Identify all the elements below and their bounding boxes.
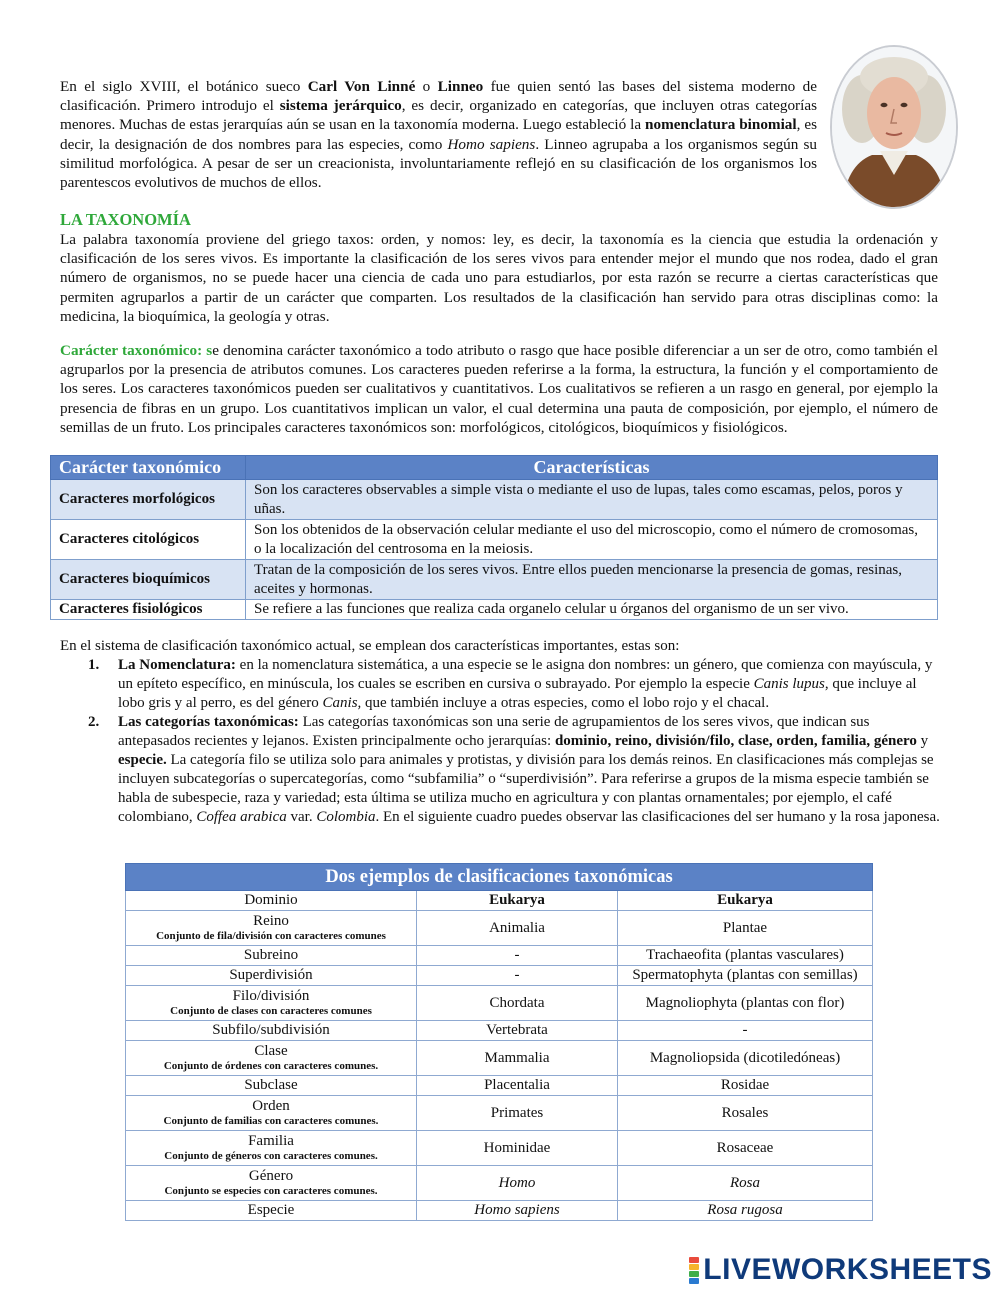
caracteristicas-list xyxy=(60,656,940,827)
row-key: Caracteres citológicos xyxy=(51,520,246,560)
human-value: Mammalia xyxy=(417,1041,618,1076)
row-value: Se refiere a las funciones que realiza cada organelo celular u órganos del organismo de un ser vivo. xyxy=(246,600,938,620)
liveworksheets-logo xyxy=(689,1254,992,1286)
human-value: Chordata xyxy=(417,986,618,1021)
category-cell xyxy=(126,1201,417,1221)
item-number: 2. xyxy=(88,714,100,730)
category-name: Subclase xyxy=(244,1077,298,1093)
category-description: Conjunto de fila/división con caracteres comunes xyxy=(156,930,386,942)
category-cell xyxy=(126,891,417,911)
table-row xyxy=(51,520,938,560)
table-row xyxy=(126,1021,873,1041)
rose-value: Eukarya xyxy=(618,891,873,911)
category-description: Conjunto de clases con caracteres comunes xyxy=(170,1005,372,1017)
rose-value: Rosa xyxy=(618,1166,873,1201)
category-name: Especie xyxy=(247,1202,295,1218)
rose-value: Rosidae xyxy=(618,1076,873,1096)
category-name: Familia xyxy=(248,1133,294,1149)
category-description: Conjunto se especies con caracteres comunes. xyxy=(164,1185,378,1197)
row-value: Tratan de la composición de los seres vivos. Entre ellos pueden mencionarse la presencia de gomas, resinas, aceites y hormonas. xyxy=(246,560,938,600)
category-name: Orden xyxy=(252,1098,290,1114)
human-value: Animalia xyxy=(417,911,618,946)
logo-text: LIVEWORKSHEETS xyxy=(703,1253,992,1286)
human-value: Vertebrata xyxy=(417,1021,618,1041)
taxonomia-heading: LA TAXONOMÍA xyxy=(60,210,191,229)
category-name: Filo/división xyxy=(232,988,310,1004)
table-row xyxy=(126,1096,873,1131)
category-name: Género xyxy=(248,1168,294,1184)
category-cell xyxy=(126,1041,417,1076)
table-row xyxy=(126,1201,873,1221)
human-value: Placentalia xyxy=(417,1076,618,1096)
category-cell xyxy=(126,1021,417,1041)
rose-value: Rosa rugosa xyxy=(618,1201,873,1221)
table-row xyxy=(126,1041,873,1076)
table-row xyxy=(126,1131,873,1166)
rose-value: Magnoliophyta (plantas con flor) xyxy=(618,986,873,1021)
category-name: Superdivisión xyxy=(229,967,313,983)
category-cell xyxy=(126,1166,417,1201)
linnaeus-portrait xyxy=(830,45,958,209)
table-row xyxy=(126,911,873,946)
rose-value: Trachaeofita (plantas vasculares) xyxy=(618,946,873,966)
human-value: Homo sapiens xyxy=(417,1201,618,1221)
rose-value: Rosaceae xyxy=(618,1131,873,1166)
clasificaciones-title: Dos ejemplos de clasificaciones taxonómicas xyxy=(126,864,873,891)
category-description: Conjunto de familias con caracteres comunes. xyxy=(163,1115,379,1127)
header-caracter: Carácter taxonómico xyxy=(51,456,246,480)
rose-value: Magnoliopsida (dicotiledóneas) xyxy=(618,1041,873,1076)
list-item: 1. La Nomenclatura: en la nomenclatura sistemática, a una especie se le asigna don nombres: un género, que comienza con mayúscula, y un epíteto específico, en minúscula, los cuales se escriben en cursiva o subrayado. Por ejemplo la especie Canis lupus, que incluye al lobo gris y al perro, es del género Canis, que también incluye a otras especies, como el lobo rojo y el chacal. xyxy=(88,657,933,711)
table-row xyxy=(51,560,938,600)
human-value: Eukarya xyxy=(417,891,618,911)
item-number: 1. xyxy=(88,657,100,673)
row-value: Son los caracteres observables a simple vista o mediante el uso de lupas, tales como escamas, pelos, poros y uñas. xyxy=(246,480,938,520)
rose-value: - xyxy=(618,1021,873,1041)
table-row xyxy=(126,966,873,986)
caracter-paragraph: Carácter taxonómico: se denomina carácter taxonómico a todo atributo o rasgo que hace posible diferenciar a un ser de otro, como también el agruparlos por la presencia de atributos comunes. Los caracteres pueden referirse a la forma, la estructura, la función y el comportamiento de los seres. Los caracteres taxonómicos pueden ser cualitativos y cuantitativos. Los cualitativos se refieren a un rasgo en general, por ejemplo la presencia de fibras en un grupo. Los cuantitativos implican un valor, el cual determina una pauta de composición, por ejemplo, el número de semillas de un fruto. Los principales caracteres taxonómicos son: morfológicos, citológicos, bioquímicos y fisiológicos. xyxy=(60,342,938,436)
rose-value: Rosales xyxy=(618,1096,873,1131)
category-description: Conjunto de géneros con caracteres comunes. xyxy=(164,1150,378,1162)
portrait-image xyxy=(832,47,956,207)
table-row xyxy=(51,480,938,520)
list-item: 2. Las categorías taxonómicas: Las categorías taxonómicas son una serie de agrupamientos de los seres vivos, que indican sus antepasados recientes y lejanos. Existen principalmente ocho jerarquías: dominio, reino, división/filo, clase, orden, familia, género y especie. La categoría filo se utiliza solo para animales y protistas, y división para los demás reinos. En clasificaciones más complejas se incluyen subcategorías o supercategorías, como “subfamilia” o “superdivisión”. Para referirse a grupos de la misma especie también se habla de subespecie, raza y variedad; esta última se utiliza mucho en agricultura y con plantas ornamentales; por ejemplo, el café colombiano, Coffea arabica var. Colombia. En el siguiente cuadro puedes observar las clasificaciones del ser humano y la rosa japonesa. xyxy=(88,714,940,825)
table-row xyxy=(51,600,938,620)
table-row xyxy=(126,986,873,1021)
caracteres-table xyxy=(50,455,938,620)
row-key: Caracteres morfológicos xyxy=(51,480,246,520)
table-row xyxy=(126,1076,873,1096)
taxonomia-paragraph: La palabra taxonomía proviene del griego taxos: orden, y nomos: ley, es decir, la taxonomía es la ciencia que estudia la ordenación y clasificación de los seres vivos. Es importante la clasificación de los seres vivos para entender mejor el mundo que nos rodea, dado el gran número de organismos, no se puede hacer una ciencia de cada uno para estudiarlos, por esta razón se recurre a ciertas características que permiten agruparlos a partir de un carácter que comparten. Los resultados de la clasificación han servido para otras disciplinas como: la medicina, la bioquímica, la geología y otras. xyxy=(60,231,938,325)
table-row xyxy=(126,1166,873,1201)
category-name: Subreino xyxy=(243,947,299,963)
category-cell xyxy=(126,946,417,966)
category-cell xyxy=(126,911,417,946)
logo-icon xyxy=(689,1257,699,1284)
human-value: - xyxy=(417,966,618,986)
category-name: Dominio xyxy=(244,892,298,908)
rose-value: Spermatophyta (plantas con semillas) xyxy=(618,966,873,986)
caracteres-table-header xyxy=(51,456,938,480)
human-value: - xyxy=(417,946,618,966)
category-cell xyxy=(126,1131,417,1166)
category-name: Reino xyxy=(253,913,289,929)
category-description: Conjunto de órdenes con caracteres comunes. xyxy=(163,1060,379,1072)
human-value: Primates xyxy=(417,1096,618,1131)
category-cell xyxy=(126,1076,417,1096)
row-value: Son los obtenidos de la observación celular mediante el uso del microscopio, como el número de cromosomas, o la localización del centrosoma en la meiosis. xyxy=(246,520,938,560)
human-value: Hominidae xyxy=(417,1131,618,1166)
clasificaciones-body xyxy=(126,891,873,1221)
table-row xyxy=(126,946,873,966)
category-name: Subfilo/subdivisión xyxy=(212,1022,330,1038)
category-cell xyxy=(126,1096,417,1131)
row-key: Caracteres fisiológicos xyxy=(51,600,246,620)
rose-value: Plantae xyxy=(618,911,873,946)
row-key: Caracteres bioquímicos xyxy=(51,560,246,600)
clasificaciones-table xyxy=(125,863,873,1221)
intro-paragraph: En el siglo XVIII, el botánico sueco Carl Von Linné o Linneo fue quien sentó las bases del sistema moderno de clasificación. Primero introdujo el sistema jerárquico, es decir, organizado en categorías, que incluyen otras categorías menores. Muchas de estas jerarquías aún se usan en la taxonomía moderna. Luego estableció la nomenclatura binomial, es decir, la designación de dos nombres para las especies, como Homo sapiens. Linneo agrupaba a los organismos según su similitud morfológica. A pesar de ser un creacionista, involuntariamente reflejó en su clasificación de los organismos los parentescos evolutivos de muchos de ellos. xyxy=(60,78,818,192)
sistema-intro: En el sistema de clasificación taxonómico actual, se emplean dos características importantes, estas son: xyxy=(60,638,680,654)
category-cell xyxy=(126,966,417,986)
human-value: Homo xyxy=(417,1166,618,1201)
category-cell xyxy=(126,986,417,1021)
header-caracteristicas: Características xyxy=(246,456,938,480)
category-name: Clase xyxy=(254,1043,288,1059)
table-row xyxy=(126,891,873,911)
